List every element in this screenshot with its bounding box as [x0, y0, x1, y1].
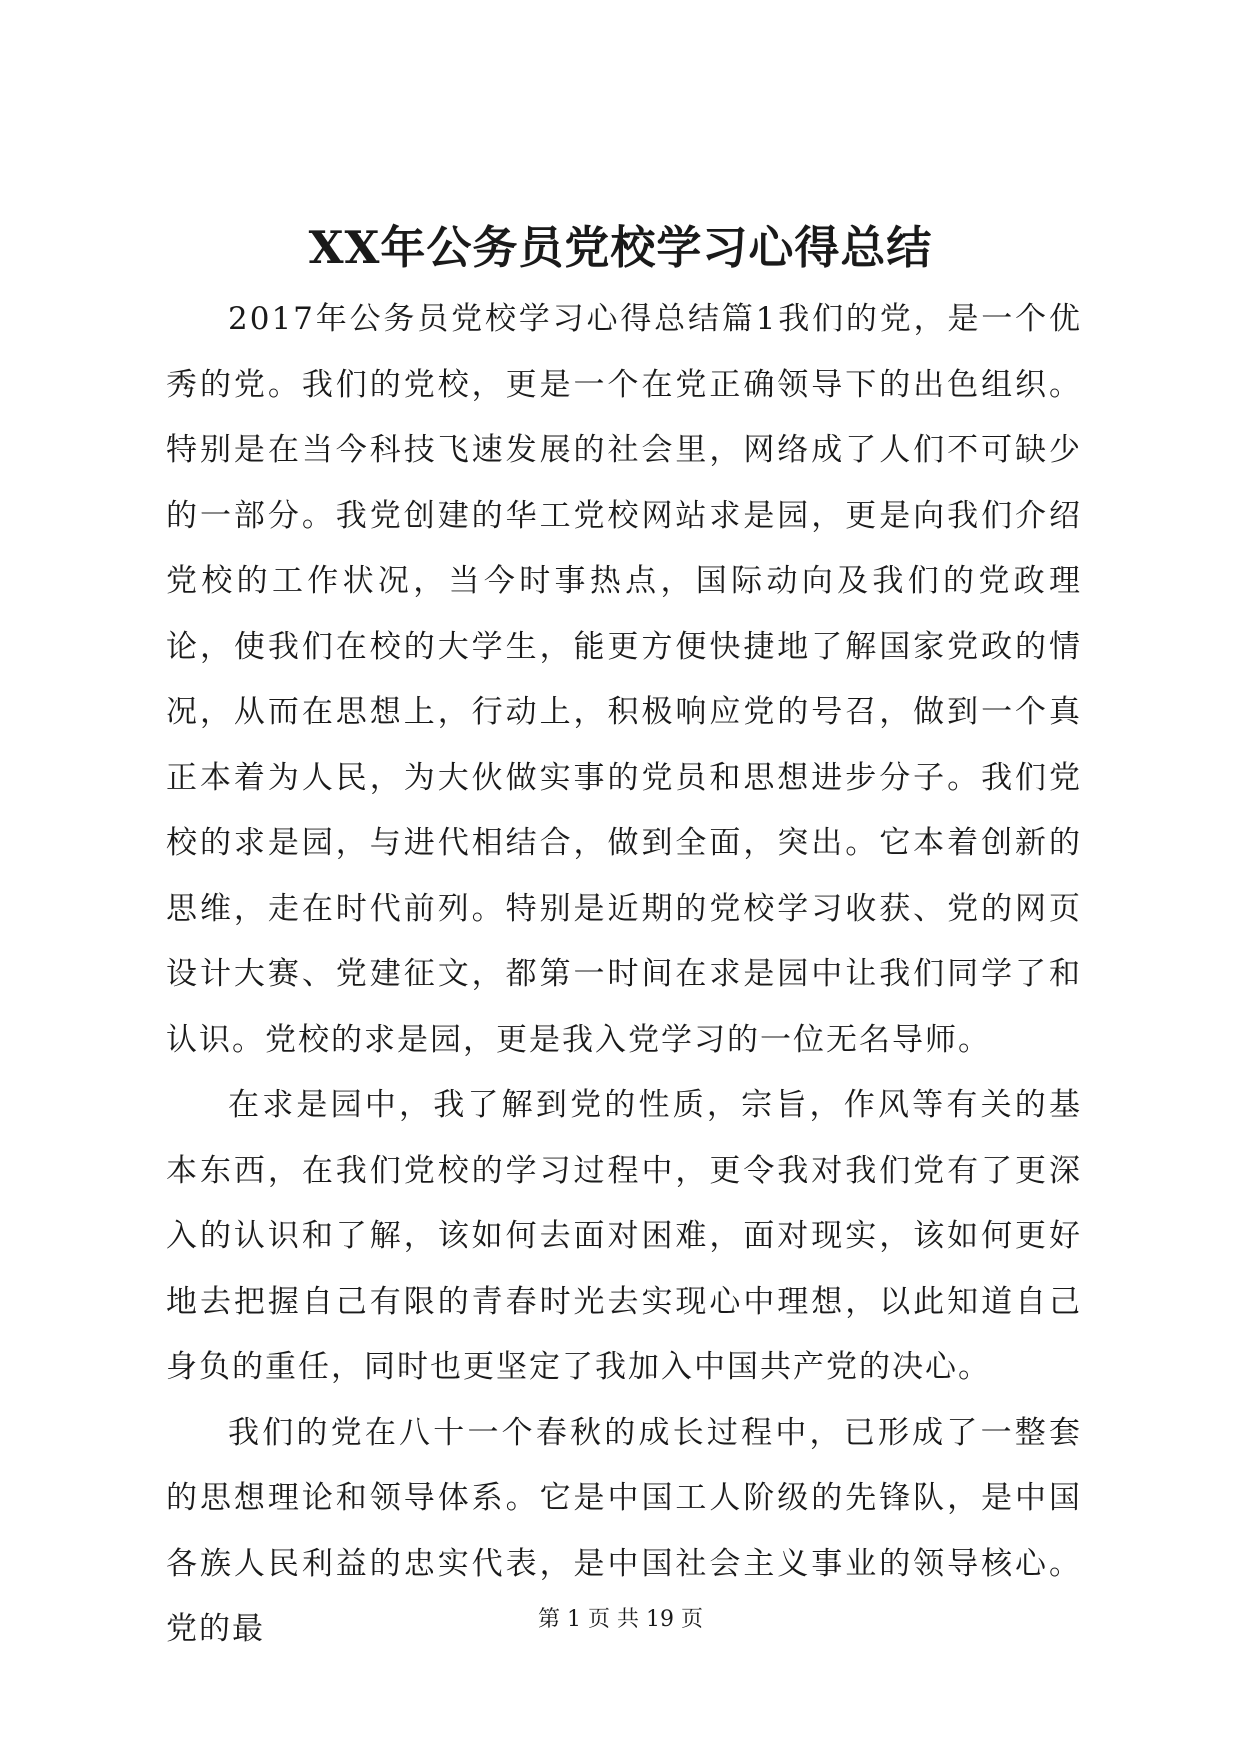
paragraph-3: 我们的党在八十一个春秋的成长过程中，已形成了一整套的思想理论和领导体系。它是中国工人阶级的先锋队，是中国各族人民利益的忠实代表，是中国社会主义事业的领导核心。党的最 [166, 1414, 1082, 1647]
paragraph-2: 在求是园中，我了解到党的性质，宗旨，作风等有关的基本东西，在我们党校的学习过程中，更令我对我们党有了更深入的认识和了解，该如何去面对困难，面对现实，该如何更好地去把握自己有限的青春时光去实现心中理想，以此知道自己身负的重任，同时也更坚定了我加入中国共产党的决心。 [166, 1087, 1082, 1385]
document-title: XX年公务员党校学习心得总结 [308, 221, 933, 274]
document-body [166, 287, 1082, 1663]
paragraph-1: 2017年公务员党校学习心得总结篇1我们的党，是一个优秀的党。我们的党校，更是一个在党正确领导下的出色组织。特别是在当今科技飞速发展的社会里，网络成了人们不可缺少的一部分。我党创建的华工党校网站求是园，更是向我们介绍党校的工作状况，当今时事热点，国际动向及我们的党政理论，使我们在校的大学生，能更方便快捷地了解国家党政的情况，从而在思想上，行动上，积极响应党的号召，做到一个真正本着为人民，为大伙做实事的党员和思想进步分子。我们党校的求是园，与进代相结合，做到全面，突出。它本着创新的思维，走在时代前列。特别是近期的党校学习收获、党的网页设计大赛、党建征文，都第一时间在求是园中让我们同学了和认识。党校的求是园，更是我入党学习的一位无名导师。 [166, 301, 1082, 1058]
page-footer: 第 1 页 共 19 页 [538, 1607, 703, 1632]
